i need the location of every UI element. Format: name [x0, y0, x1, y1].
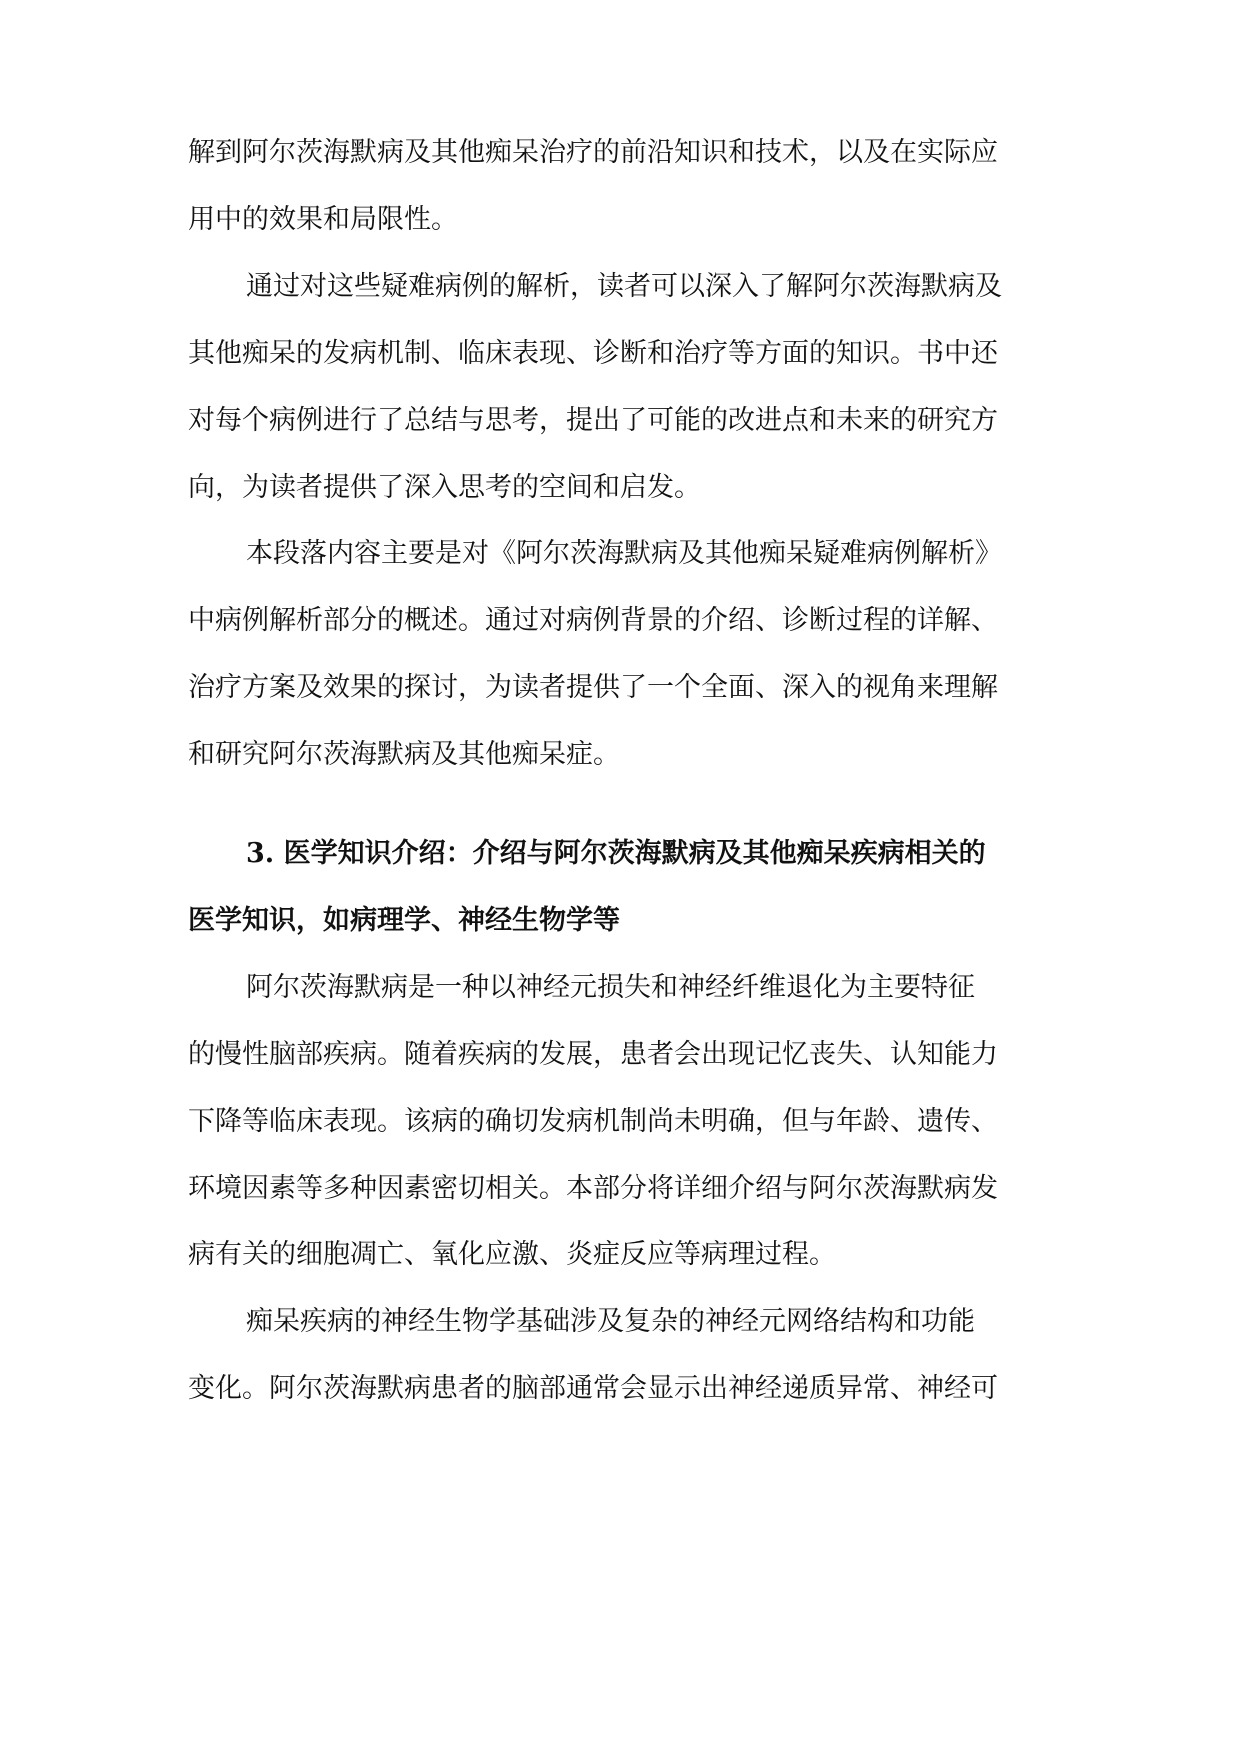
- paragraph-line: 用中的效果和局限性。: [188, 204, 458, 235]
- paragraph-line: 本段落内容主要是对《阿尔茨海默病及其他痴呆疑难病例解析》: [246, 538, 1002, 569]
- paragraph-line: 治疗方案及效果的探讨，为读者提供了一个全面、深入的视角来理解: [188, 672, 998, 703]
- paragraph-line: 其他痴呆的发病机制、临床表现、诊断和治疗等方面的知识。书中还: [188, 338, 998, 369]
- paragraph-line: 中病例解析部分的概述。通过对病例背景的介绍、诊断过程的详解、: [188, 605, 998, 636]
- paragraph-line: 病有关的细胞凋亡、氧化应激、炎症反应等病理过程。: [188, 1239, 836, 1270]
- paragraph-line: 对每个病例进行了总结与思考，提出了可能的改进点和未来的研究方: [188, 405, 998, 436]
- section-heading: 3. 医学知识介绍：介绍与阿尔茨海默病及其他痴呆疾病相关的: [246, 838, 986, 869]
- section-heading: 医学知识，如病理学、神经生物学等: [188, 905, 620, 936]
- paragraph-line: 环境因素等多种因素密切相关。本部分将详细介绍与阿尔茨海默病发: [188, 1173, 998, 1204]
- paragraph-line: 解到阿尔茨海默病及其他痴呆治疗的前沿知识和技术，以及在实际应: [188, 137, 998, 168]
- paragraph-line: 向，为读者提供了深入思考的空间和启发。: [188, 472, 701, 503]
- paragraph-line: 的慢性脑部疾病。随着疾病的发展，患者会出现记忆丧失、认知能力: [188, 1039, 998, 1070]
- paragraph-line: 痴呆疾病的神经生物学基础涉及复杂的神经元网络结构和功能: [246, 1306, 975, 1337]
- paragraph-line: 和研究阿尔茨海默病及其他痴呆症。: [188, 739, 620, 770]
- paragraph-line: 通过对这些疑难病例的解析，读者可以深入了解阿尔茨海默病及: [246, 271, 1002, 302]
- paragraph-line: 下降等临床表现。该病的确切发病机制尚未明确，但与年龄、遗传、: [188, 1106, 998, 1137]
- paragraph-line: 变化。阿尔茨海默病患者的脑部通常会显示出神经递质异常、神经可: [188, 1373, 998, 1404]
- paragraph-line: 阿尔茨海默病是一种以神经元损失和神经纤维退化为主要特征: [246, 972, 975, 1003]
